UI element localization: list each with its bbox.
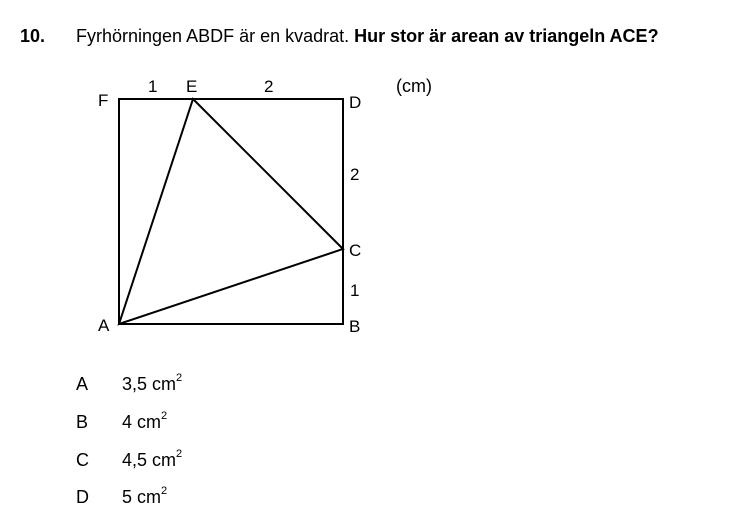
label-e: E	[186, 77, 198, 96]
option-letter: B	[76, 412, 89, 432]
option-value: 3,5 cm	[122, 374, 177, 394]
label-d: D	[349, 93, 362, 112]
option-value: 4,5 cm	[122, 450, 177, 470]
option-d	[76, 485, 167, 508]
measure-fe: 1	[148, 77, 158, 96]
option-letter: C	[76, 450, 89, 470]
option-b	[76, 410, 167, 433]
option-letter: D	[76, 487, 89, 507]
label-c: C	[349, 241, 362, 260]
option-a	[76, 372, 182, 395]
unit-label: (cm)	[396, 76, 432, 96]
question-number: 10.	[20, 26, 46, 46]
measure-ed: 2	[264, 77, 274, 96]
option-exponent: 2	[161, 410, 168, 422]
option-letter: A	[76, 374, 89, 394]
square-abdf	[119, 99, 343, 324]
measure-dc: 2	[350, 165, 360, 184]
question-statement: Fyrhörningen ABDF är en kvadrat.	[76, 26, 355, 46]
label-f: F	[98, 91, 109, 110]
label-a: A	[98, 316, 110, 335]
option-exponent: 2	[161, 485, 168, 497]
option-value: 5 cm	[122, 487, 162, 507]
option-exponent: 2	[176, 448, 183, 460]
label-b: B	[349, 317, 361, 336]
option-value: 4 cm	[122, 412, 162, 432]
question-prompt: Hur stor är arean av triangeln ACE?	[354, 26, 659, 46]
triangle-ace	[119, 99, 343, 324]
option-exponent: 2	[176, 372, 183, 384]
option-c	[76, 448, 182, 471]
measure-cb: 1	[350, 281, 360, 300]
